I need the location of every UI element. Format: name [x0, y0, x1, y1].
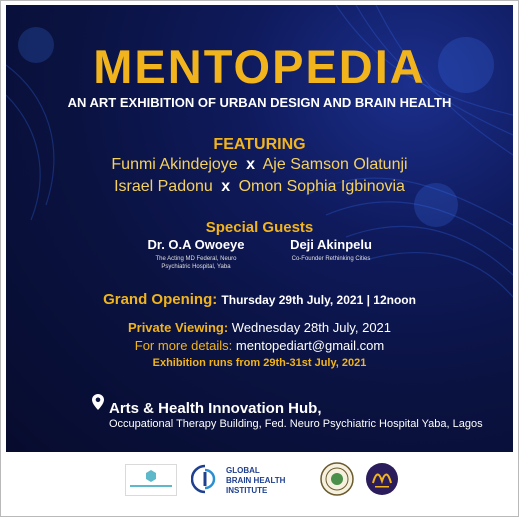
gbhi-wordmark — [226, 466, 285, 496]
grand-opening-value: Thursday 29th July, 2021 | 12noon — [221, 293, 416, 307]
guest-role: The Acting MD Federal, Neuro — [155, 256, 237, 262]
poster-title: MENTOPEDIA — [93, 40, 426, 93]
featuring-heading: FEATURING — [213, 136, 306, 153]
details-label: For more details: — [134, 338, 233, 353]
separator: x — [246, 156, 256, 173]
venue-name: Arts & Health Innovation Hub, — [109, 400, 322, 417]
private-viewing-value: Wednesday 28th July, 2021 — [231, 320, 392, 335]
artists-line-1 — [6, 156, 513, 174]
artist-name: Aje Samson Olatunji — [262, 156, 408, 173]
poster-subtitle: AN ART EXHIBITION OF URBAN DESIGN AND BRAIN HEALTH — [67, 95, 452, 110]
guest-name: Deji Akinpelu — [290, 237, 372, 252]
guest-name: Dr. O.A Owoeye — [147, 237, 245, 252]
guest-role: Co-Founder Rethinking Cities — [291, 256, 371, 262]
contact-email: mentopediart@gmail.com — [235, 338, 385, 353]
gbhi-line: GLOBAL — [226, 466, 260, 475]
guest-role: Psychiatric Hospital, Yaba — [161, 264, 231, 270]
artist-name: Funmi Akindejoye — [111, 156, 238, 173]
event-poster — [6, 5, 513, 452]
location-pin-icon — [92, 394, 104, 410]
gbhi-logo-icon — [191, 464, 219, 494]
grand-opening — [6, 291, 513, 308]
artist-name: Omon Sophia Igbinovia — [238, 178, 405, 195]
special-guests-heading: Special Guests — [205, 219, 314, 236]
gbhi-line: INSTITUTE — [226, 486, 268, 495]
exhibition-dates: Exhibition runs from 29th-31st July, 2021 — [152, 357, 367, 369]
sponsor-logos-strip — [6, 452, 513, 512]
partner-logo — [125, 464, 177, 496]
grand-opening-label: Grand Opening: — [103, 291, 218, 308]
private-viewing — [6, 320, 513, 335]
logo-wordmark-bar — [130, 485, 172, 487]
gbhi-line: BRAIN HEALTH — [226, 476, 286, 485]
artists-line-2 — [6, 178, 513, 196]
venue-address: Occupational Therapy Building, Fed. Neuro Psychiatric Hospital Yaba, Lagos — [109, 418, 483, 430]
guest-card — [126, 237, 266, 271]
seal-logo-icon — [320, 462, 354, 496]
contact-details — [6, 338, 513, 353]
guest-card — [276, 237, 386, 263]
mentor-logo-icon — [365, 462, 399, 496]
separator: x — [221, 178, 231, 195]
private-viewing-label: Private Viewing: — [127, 320, 229, 335]
hexagon-icon — [145, 470, 157, 482]
artist-name: Israel Padonu — [114, 178, 213, 195]
